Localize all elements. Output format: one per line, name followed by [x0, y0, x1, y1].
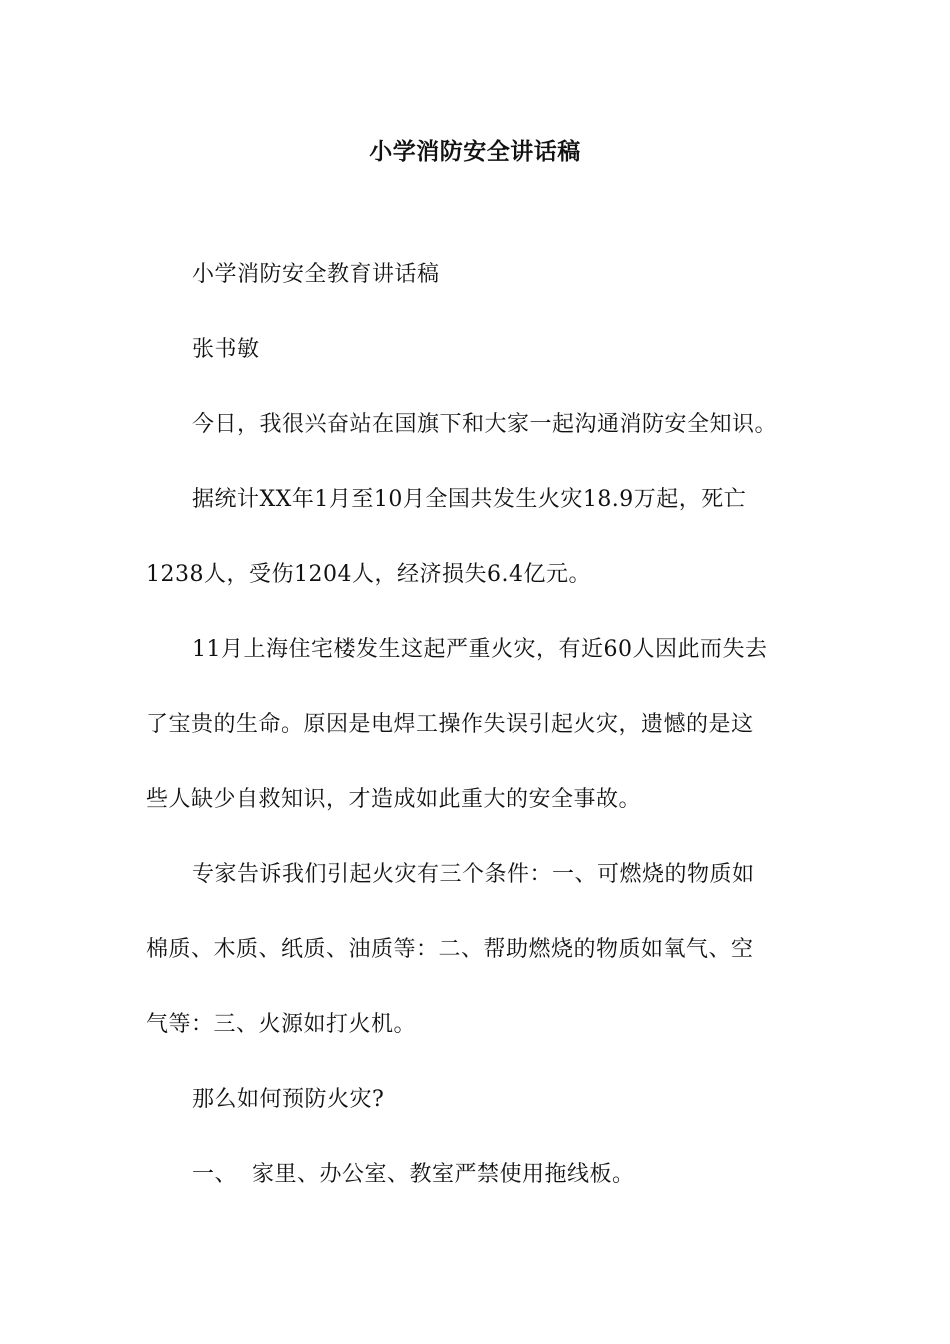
paragraph-line: 据统计XX年1月至10月全国共发生火灾18.9万起，死亡 [192, 487, 747, 512]
paragraph-line: 些人缺少自救知识，才造成如此重大的安全事故。 [146, 787, 642, 812]
subtitle-line: 小学消防安全教育讲话稿 [192, 262, 440, 287]
paragraph-line: 了宝贵的生命。原因是电焊工操作失误引起火灾，遗憾的是这 [146, 712, 754, 737]
paragraph-line: 那么如何预防火灾? [192, 1087, 385, 1112]
author-line: 张书敏 [192, 337, 260, 362]
paragraph-line: 气等：三、火源如打火机。 [146, 1012, 417, 1037]
paragraph-line: 11月上海住宅楼发生这起严重火灾，有近60人因此而失去 [192, 637, 768, 662]
page-title: 小学消防安全讲话稿 [369, 138, 581, 165]
paragraph-line: 今日，我很兴奋站在国旗下和大家一起沟通消防安全知识。 [192, 412, 778, 437]
list-item-line: 一、 家里、办公室、教室严禁使用拖线板。 [192, 1162, 635, 1187]
paragraph-line: 棉质、木质、纸质、油质等：二、帮助燃烧的物质如氧气、空 [146, 937, 754, 962]
paragraph-line: 专家告诉我们引起火灾有三个条件：一、可燃烧的物质如 [192, 862, 755, 887]
paragraph-line: 1238人，受伤1204人，经济损失6.4亿元。 [146, 562, 591, 587]
